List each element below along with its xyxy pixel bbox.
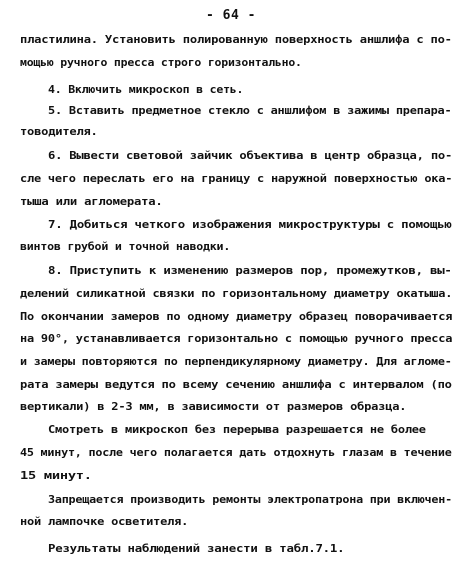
text-line: 7. Добиться четкого изображения микроструктуры с помощью xyxy=(48,218,452,231)
text-line: винтов грубой и точной наводки. xyxy=(20,240,231,253)
text-line: ной лампочке осветителя. xyxy=(20,515,189,528)
text-line: Запрещается производить ремонты электропатрона при включен- xyxy=(48,493,452,506)
page-number: - 64 - xyxy=(206,8,256,23)
text-line: Результаты наблюдений занести в табл.7.1. xyxy=(48,542,345,555)
text-line: 5. Вставить предметное стекло с аншлифом в зажимы препара- xyxy=(48,104,452,117)
text-line: и замеры повторяются по перпендикулярному диаметру. Для агломе- xyxy=(20,355,452,368)
text-line: товодителя. xyxy=(20,125,98,138)
text-line: рата замеры ведутся по всему сечению аншлифа с интервалом (по xyxy=(20,378,452,391)
text-line: тыша или агломерата. xyxy=(20,195,163,208)
text-line: на 90°, устанавливается горизонтально с помощью ручного пресса xyxy=(20,332,453,345)
text-line: 4. Включить микроскоп в сеть. xyxy=(48,83,244,96)
text-line: Смотреть в микроскоп без перерыва разрешается не более xyxy=(48,423,426,436)
text-line: По окончании замеров по одному диаметру образец поворачивается xyxy=(20,310,453,323)
text-line: сле чего переслать его на границу с наружной поверхностью ока- xyxy=(20,172,453,185)
text-line: 45 минут, после чего полагается дать отдохнуть глазам в течение xyxy=(20,446,452,459)
text-line: 8. Приступить к изменению размеров пор, промежутков, вы- xyxy=(48,264,452,277)
text-line: мощью ручного пресса строго горизонтально. xyxy=(20,56,302,69)
text-line: 15 минут. xyxy=(20,469,92,482)
text-line: пластилина. Установить полированную поверхность аншлифа с по- xyxy=(20,33,452,46)
text-line: вертикали) в 2-3 мм, в зависимости от размеров образца. xyxy=(20,400,407,413)
text-line: 6. Вывести световой зайчик объектива в центр образца, по- xyxy=(48,149,453,162)
text-line: делений силикатной связки по горизонтальному диаметру окатыша. xyxy=(20,287,453,300)
